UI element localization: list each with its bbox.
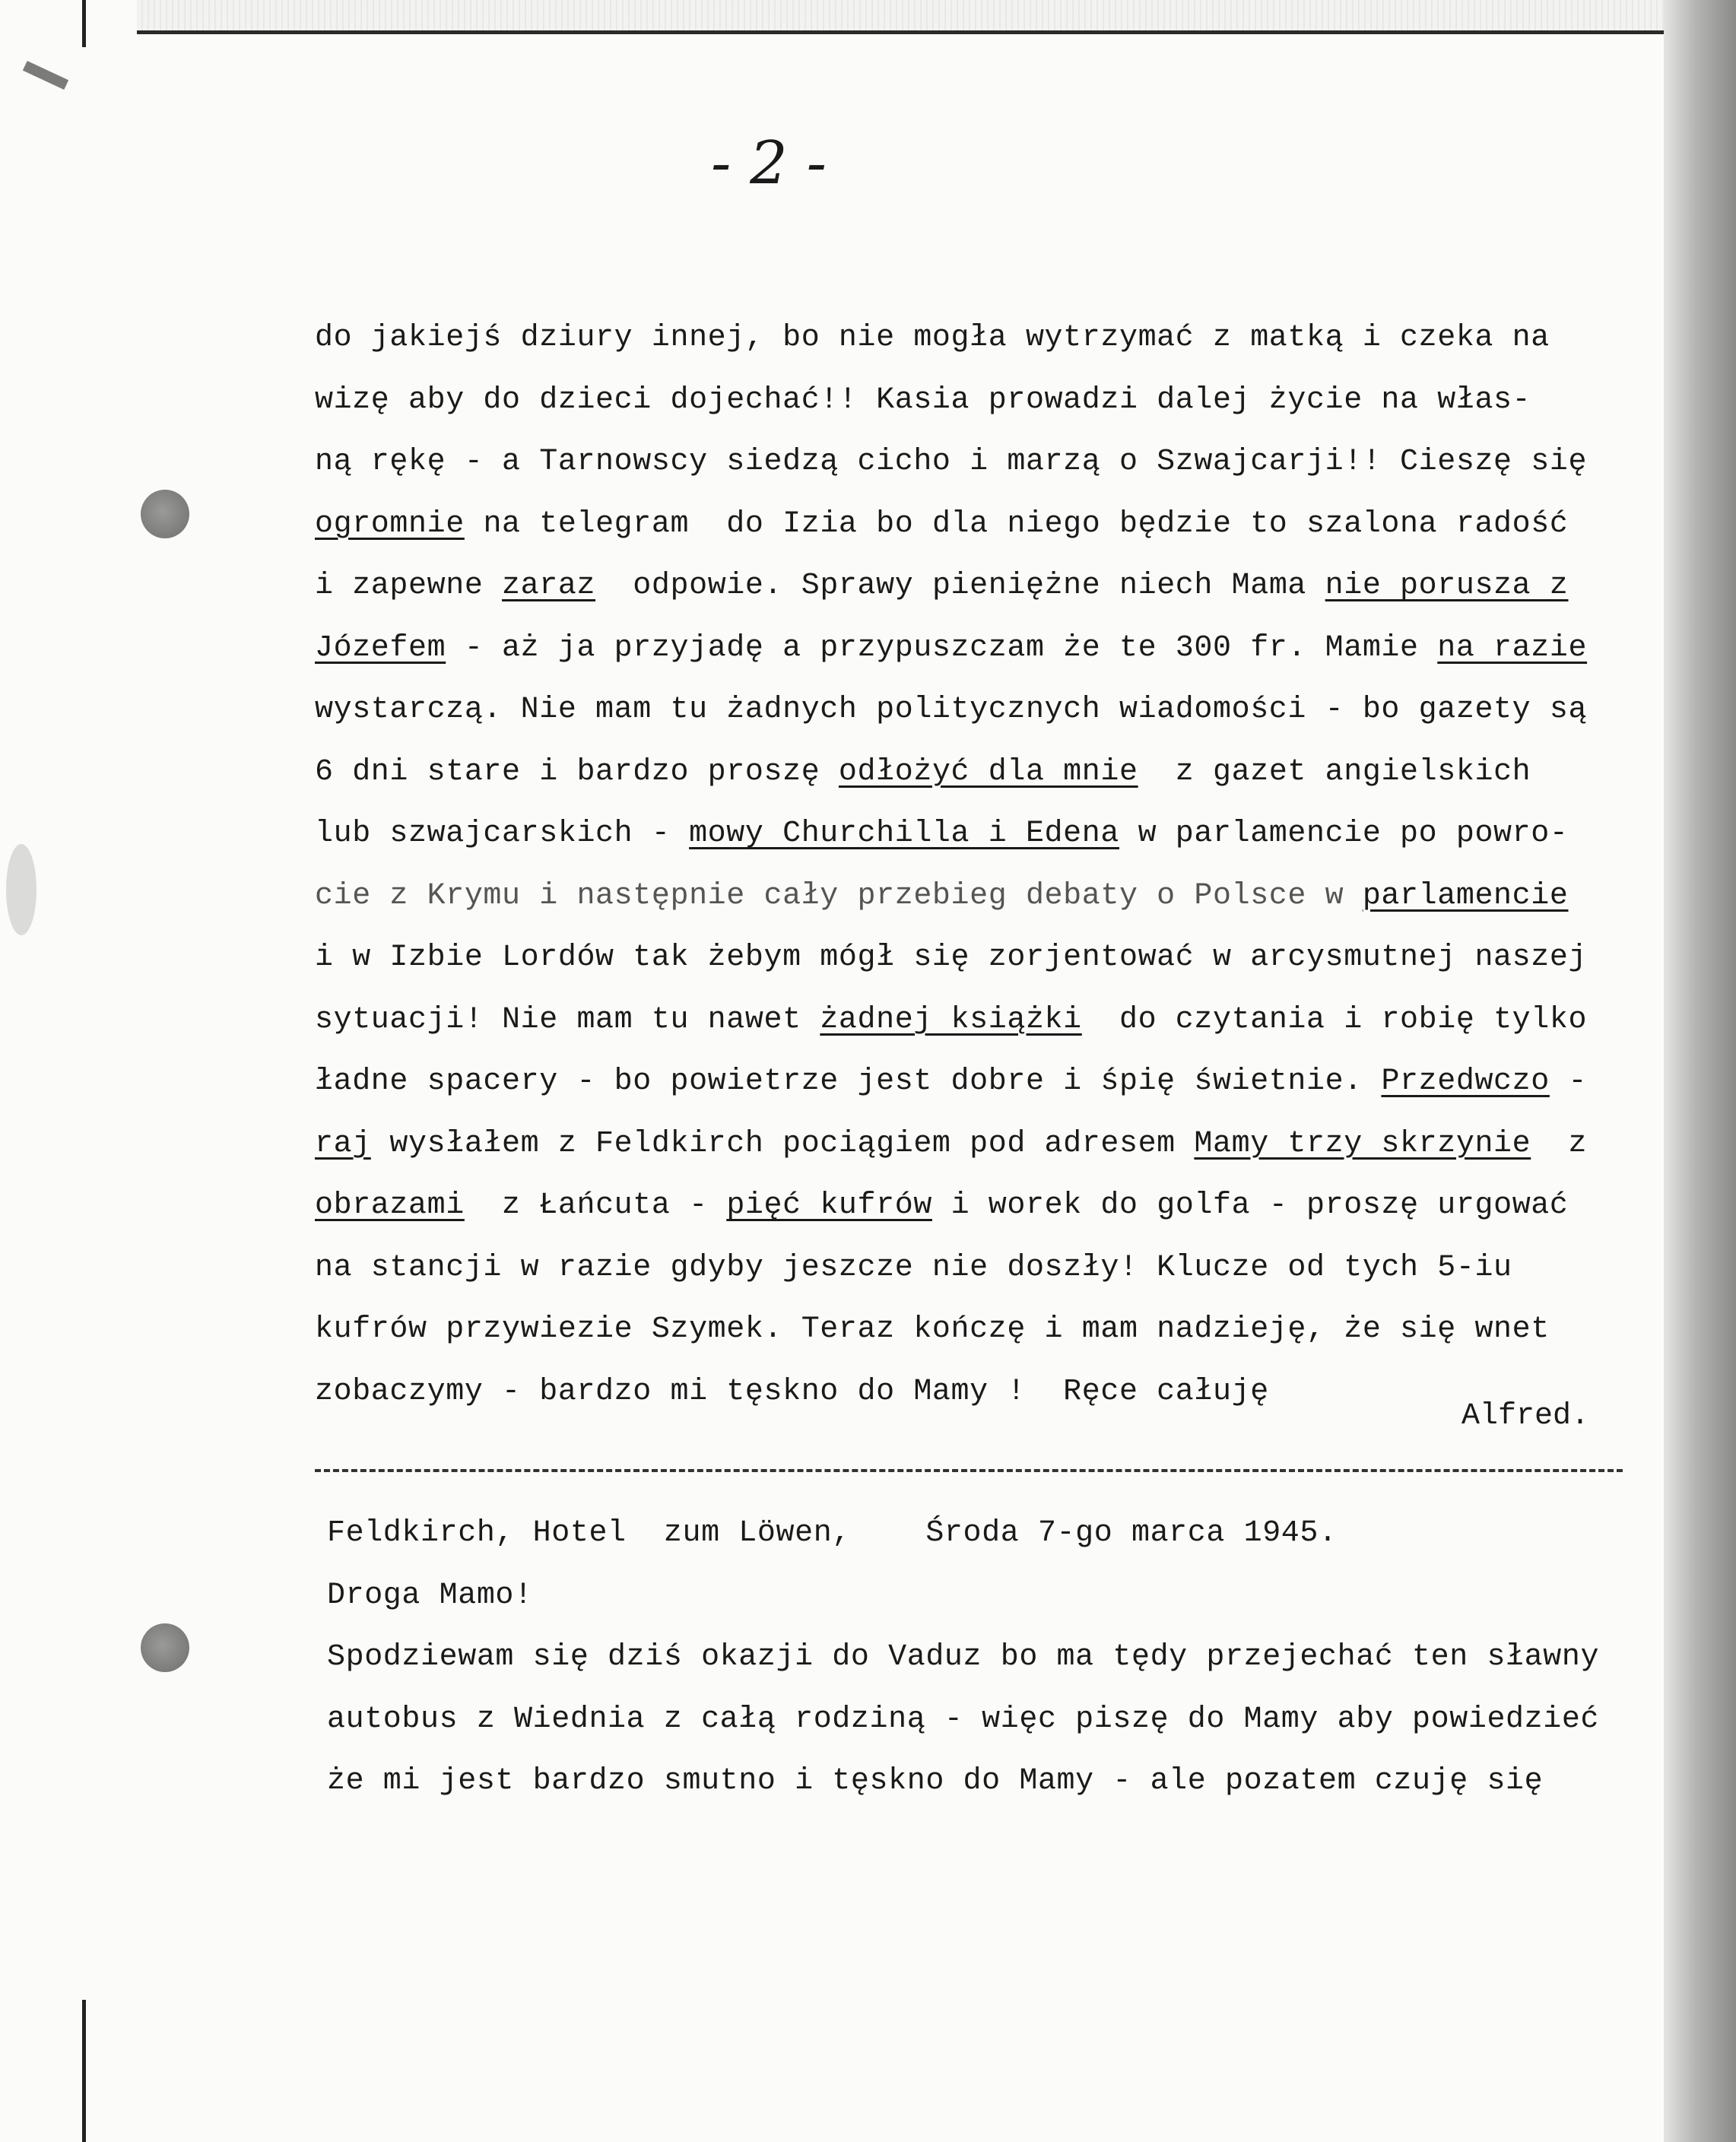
text-fragment: odpowie. Sprawy pieniężne niech Mama bbox=[595, 569, 1325, 603]
top-scan-band bbox=[137, 0, 1665, 30]
text-fragment: na telegram do Izia bo dla niego będzie to szalona radość bbox=[464, 506, 1569, 541]
text-fragment: w parlamencie po powro- bbox=[1119, 817, 1569, 851]
left-margin-mark bbox=[82, 2000, 86, 2142]
text-fragment: - bbox=[1549, 1065, 1588, 1099]
letter-header: Feldkirch, Hotel zum Löwen, Środa 7-go marca 1945. bbox=[327, 1516, 1338, 1550]
text-line bbox=[315, 1175, 1638, 1237]
text-fragment: wysłałem z Feldkirch pociągiem pod adresem bbox=[370, 1126, 1195, 1161]
underlined-phrase: Józefem bbox=[315, 630, 446, 665]
text-line: wystarczą. Nie mam tu żadnych politycznych wiadomości - bo gazety są bbox=[315, 693, 1588, 727]
text-fragment: sytuacji! Nie mam tu nawet bbox=[315, 1002, 820, 1037]
text-fragment: z gazet angielskich bbox=[1138, 754, 1531, 789]
text-line: Spodziewam się dziś okazji do Vaduz bo ma tędy przejechać ten sławny bbox=[327, 1640, 1600, 1674]
text-line: do jakiejś dziury innej, bo nie mogła wytrzymać z matką i czeka na bbox=[315, 321, 1550, 355]
text-fragment: ładne spacery - bo powietrze jest dobre i śpię świetnie. bbox=[315, 1065, 1382, 1099]
text-line bbox=[315, 1113, 1638, 1176]
signature: Alfred. bbox=[1461, 1399, 1590, 1433]
text-line: wizę aby do dzieci dojechać!! Kasia prowadzi dalej życie na włas- bbox=[315, 382, 1531, 417]
text-fragment: z Łańcuta - bbox=[464, 1188, 727, 1223]
text-line bbox=[315, 617, 1638, 680]
underlined-phrase: Przedwczo bbox=[1381, 1065, 1550, 1099]
text-fragment: cie z Krymu i następnie cały przebieg debaty o Polsce w bbox=[315, 878, 1363, 913]
left-margin-mark bbox=[82, 0, 86, 47]
underlined-phrase: obrazami bbox=[315, 1188, 465, 1223]
punch-hole bbox=[141, 1623, 189, 1672]
underlined-phrase: żadnej książki bbox=[820, 1002, 1082, 1037]
text-line bbox=[315, 555, 1638, 617]
underlined-phrase: parlamencie bbox=[1362, 878, 1569, 913]
text-line bbox=[315, 741, 1638, 804]
text-line: na stancji w razie gdyby jeszcze nie doszły! Klucze od tych 5-iu bbox=[315, 1250, 1512, 1285]
underlined-phrase: zaraz bbox=[502, 569, 596, 603]
underlined-phrase: nie porusza z bbox=[1325, 569, 1569, 603]
text-line bbox=[315, 803, 1638, 865]
text-fragment: lub szwajcarskich - bbox=[315, 817, 690, 851]
salutation: Droga Mamo! bbox=[327, 1578, 533, 1613]
underlined-phrase: raj bbox=[315, 1126, 371, 1161]
text-line bbox=[315, 493, 1638, 556]
text-fragment: - aż ja przyjadę a przypuszczam że te 300 fr. Mamie bbox=[446, 630, 1438, 665]
text-line: autobus z Wiednia z całą rodziną - więc piszę do Mamy aby powiedzieć bbox=[327, 1702, 1600, 1737]
punch-hole bbox=[141, 490, 189, 538]
text-line: że mi jest bardzo smutno i tęskno do Mamy - ale pozatem czuję się bbox=[327, 1764, 1544, 1798]
top-page-edge bbox=[137, 30, 1665, 34]
text-line: ną rękę - a Tarnowscy siedzą cicho i marzą o Szwajcarji!! Cieszę się bbox=[315, 445, 1588, 479]
text-fragment: i zapewne bbox=[315, 569, 503, 603]
text-line: i w Izbie Lordów tak żebym mógł się zorjentować w arcysmutnej naszej bbox=[315, 941, 1588, 975]
underlined-phrase: pięć kufrów bbox=[726, 1188, 932, 1223]
text-line: kufrów przywiezie Szymek. Teraz kończę i mam nadzieję, że się wnet bbox=[315, 1312, 1550, 1347]
letter-one-body bbox=[315, 307, 1638, 1423]
text-fragment: z bbox=[1531, 1126, 1588, 1161]
text-fragment: 6 dni stare i bardzo proszę bbox=[315, 754, 839, 789]
underlined-phrase: Mamy trzy skrzynie bbox=[1194, 1126, 1531, 1161]
text-line bbox=[315, 865, 1638, 928]
letter-two-body bbox=[327, 1503, 1650, 1813]
text-fragment: i worek do golfa - proszę urgować bbox=[931, 1188, 1569, 1223]
text-line: zobaczymy - bardzo mi tęskno do Mamy ! Ręce całuję bbox=[315, 1374, 1269, 1409]
text-fragment: do czytania i robię tylko bbox=[1081, 1002, 1588, 1037]
text-line bbox=[315, 989, 1638, 1052]
separator-line bbox=[315, 1469, 1623, 1472]
underlined-phrase: ogromnie bbox=[315, 506, 465, 541]
right-scan-shadow bbox=[1664, 0, 1736, 2142]
text-line bbox=[315, 1051, 1638, 1113]
scan-mark bbox=[23, 61, 68, 90]
page-number: - 2 - bbox=[711, 129, 827, 198]
scan-stain bbox=[6, 844, 36, 935]
underlined-phrase: mowy Churchilla i Edena bbox=[689, 817, 1119, 851]
underlined-phrase: na razie bbox=[1437, 630, 1588, 665]
underlined-phrase: odłożyć dla mnie bbox=[838, 754, 1138, 789]
